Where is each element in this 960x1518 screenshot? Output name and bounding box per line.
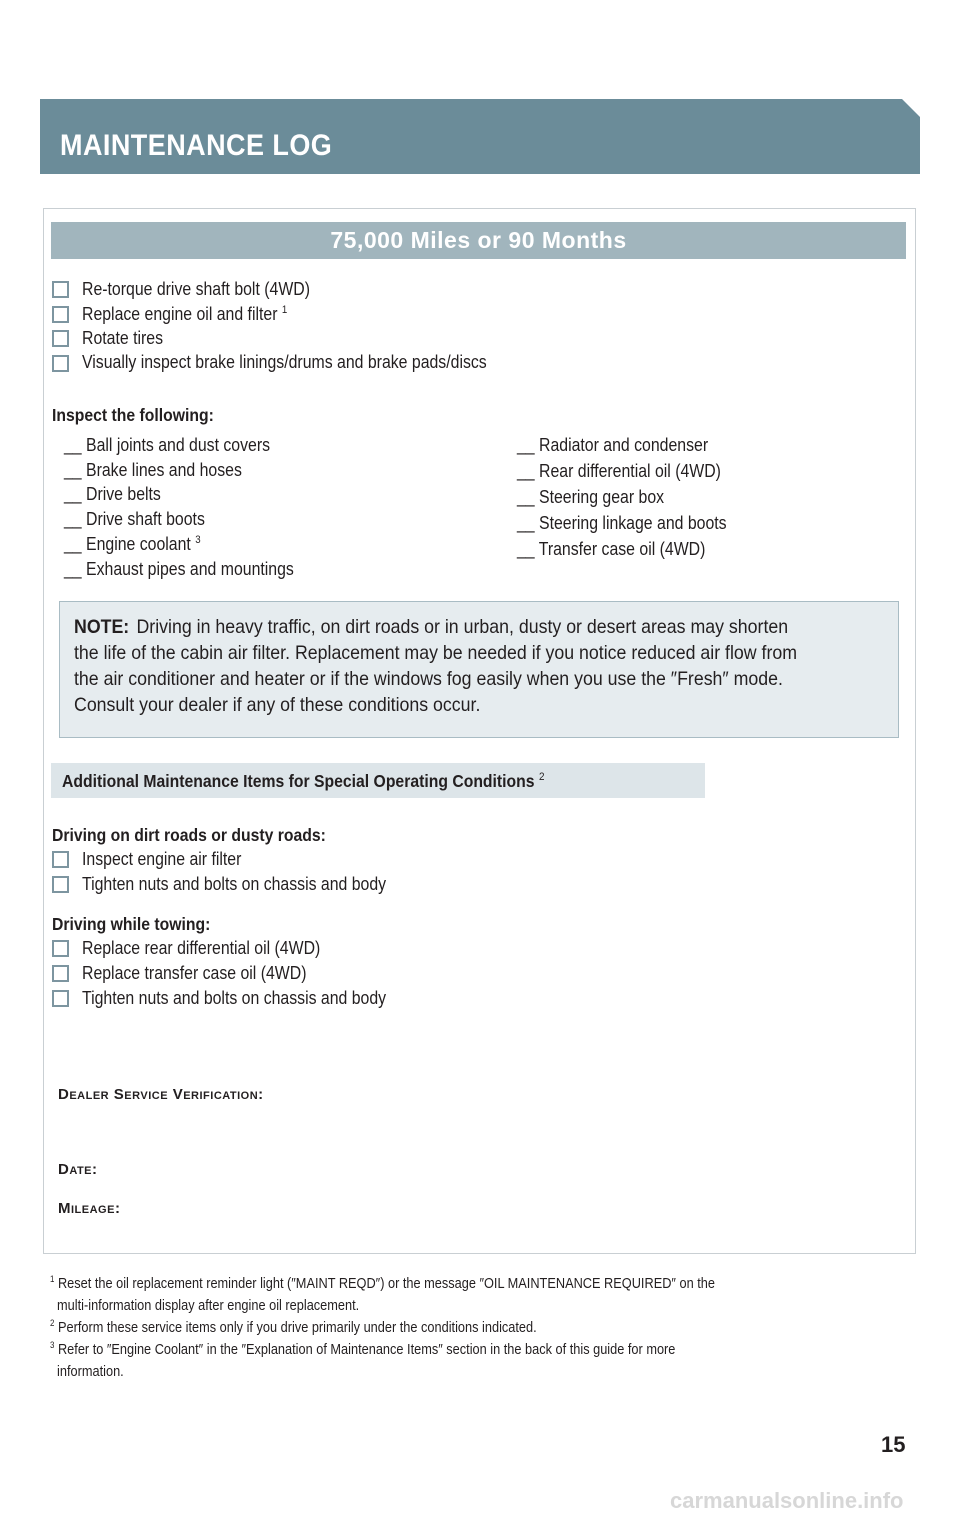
checklist-item: Tighten nuts and bolts on chassis and body (82, 874, 387, 894)
inspect-item: __ Ball joints and dust covers (64, 435, 271, 455)
footnote-ref: 3 (195, 534, 201, 546)
watermark: carmanualsonline.info (670, 1488, 904, 1513)
checkbox-engine-oil[interactable] (52, 306, 69, 323)
inspect-heading: Inspect the following: (52, 405, 214, 425)
checklist-item: Tighten nuts and bolts on chassis and body (82, 988, 387, 1008)
towing-heading: Driving while towing: (52, 914, 211, 934)
checkbox-brakes[interactable] (52, 355, 69, 372)
interval-title: 75,000 Miles or 90 Months (330, 227, 627, 253)
footnote-ref: 2 (538, 771, 545, 784)
mileage-label: Mileage: (58, 1200, 121, 1217)
dirt-roads-heading: Driving on dirt roads or dusty roads: (52, 825, 326, 845)
inspect-item: __ Transfer case oil (4WD) (517, 539, 706, 559)
checkbox-air-filter[interactable] (52, 851, 69, 868)
additional-title: Additional Maintenance Items for Special Operating Conditions $^2$ (62, 771, 545, 791)
checkbox-transfer-case[interactable] (52, 965, 69, 982)
note-text: NOTE: Driving in heavy traffic, on dirt roads or in urban, dusty or desert areas may shorten the life of the cabin air filter. Replacement may be needed if you notice reduced air flow from the air conditioner and heater or if the windows fog easily when you use the ″Fresh″ mode. Consult your dealer if any of these conditions occur. (74, 616, 798, 716)
checkbox-retorque[interactable] (52, 281, 69, 298)
date-label: Date: (58, 1161, 98, 1178)
checkbox-tighten-nuts-towing[interactable] (52, 990, 69, 1007)
inspect-item: __ Steering gear box (517, 487, 665, 507)
checklist-item: Re-torque drive shaft bolt (4WD) (82, 279, 311, 299)
inspect-item: __ Rear differential oil (4WD) (517, 461, 721, 481)
inspect-item: __ Exhaust pipes and mountings (64, 559, 294, 579)
inspect-item: __ Radiator and condenser (517, 435, 709, 455)
inspect-item: __ Brake lines and hoses (64, 460, 242, 480)
note-label: NOTE: (74, 616, 130, 638)
page-number: 15 (881, 1432, 906, 1457)
checkbox-tighten-nuts[interactable] (52, 876, 69, 893)
checklist-item: Replace rear differential oil (4WD) (82, 938, 321, 958)
inspect-item: __ Drive belts (64, 484, 161, 504)
checklist-item: Replace transfer case oil (4WD) (82, 963, 307, 983)
dealer-verification-label: Dealer Service Verification: (58, 1086, 264, 1103)
checklist-item: Rotate tires (82, 328, 164, 348)
checkbox-rear-diff[interactable] (52, 940, 69, 957)
checklist-item: Visually inspect brake linings/drums and brake pads/discs (82, 352, 487, 372)
page-title: MAINTENANCE LOG (60, 129, 333, 162)
checkbox-rotate-tires[interactable] (52, 330, 69, 347)
inspect-item: __ Steering linkage and boots (517, 513, 727, 533)
inspect-item: __ Engine coolant $^3$ (64, 534, 201, 554)
checklist-item: Inspect engine air filter (82, 849, 242, 869)
checklist-item: Replace engine oil and filter $^1$ (82, 304, 288, 324)
footnote-1: $^1$ Reset the oil replacement reminder light (″MAINT REQD″) or the message ″OIL MAINTENANCE REQUIRED″ on the multi-information display after engine oil replacement. $^2$ Perform these service items only if you drive primarily under the conditions indicated. $^3$ Refer to ″Engine Coolant″ in the ″Explanation of Maintenance Items″ section in the back of this guide for more information. (50, 1274, 715, 1380)
footnote-ref: 1 (281, 304, 288, 316)
inspect-item: __ Drive shaft boots (64, 509, 205, 529)
